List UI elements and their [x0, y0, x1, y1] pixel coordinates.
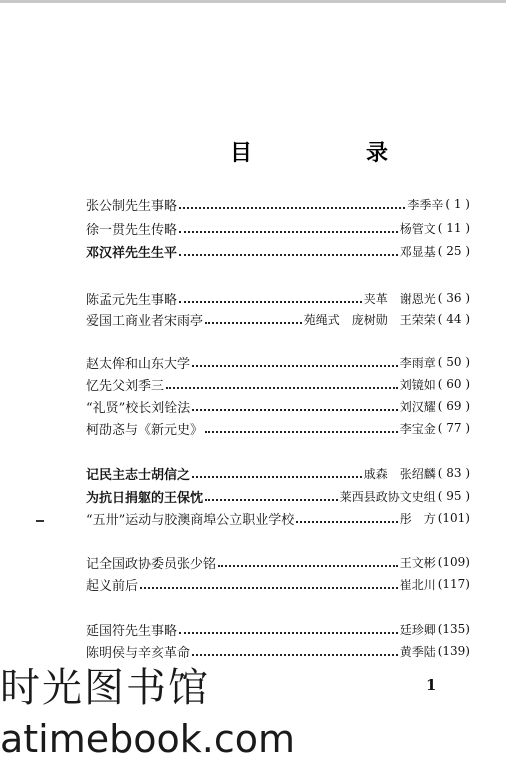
toc-entry-title: 起义前后 — [86, 578, 139, 594]
toc-entry-page: (139) — [437, 644, 470, 658]
leader-dots — [205, 495, 338, 501]
toc-entry-page: ( 1 ) — [445, 197, 470, 211]
toc-entry[interactable] — [86, 463, 470, 483]
leader-dots — [179, 227, 398, 233]
toc-entry-page: ( 36 ) — [437, 291, 470, 305]
toc-entry-page: ( 77 ) — [437, 421, 470, 435]
toc-entry-page: ( 69 ) — [437, 399, 470, 413]
toc-entry[interactable] — [86, 574, 470, 594]
toc-entry-author: 李雨章 — [399, 355, 436, 370]
toc-entry[interactable] — [86, 619, 470, 639]
toc-entry-title: “五卅”运动与胶澳商埠公立职业学校 — [86, 512, 295, 528]
leader-dots — [140, 583, 398, 589]
toc-entry[interactable] — [86, 552, 470, 572]
toc-entry-title: 记全国政协委员张少铭 — [86, 556, 217, 572]
toc-entry-title: 张公制先生事略 — [86, 198, 178, 214]
leader-dots — [179, 628, 398, 634]
toc-entry[interactable] — [86, 218, 470, 238]
toc-entry-title: 邓汉祥先生生平 — [86, 245, 178, 261]
toc-entry-author: 杨管文 — [399, 221, 436, 236]
leader-dots — [179, 250, 398, 256]
toc-entry-page: ( 25 ) — [437, 244, 470, 258]
toc-entry-author: 廷珍卿 — [399, 622, 436, 637]
toc-entry[interactable] — [86, 486, 470, 506]
scan-top-edge — [0, 0, 506, 3]
toc-entry-author: 邓显基 — [399, 244, 436, 259]
leader-dots — [205, 318, 302, 324]
leader-dots — [179, 297, 362, 303]
toc-entry[interactable] — [86, 288, 470, 308]
toc-entry[interactable] — [86, 374, 470, 394]
toc-entry-title: 记民主志士胡信之 — [86, 467, 191, 483]
toc-entry-page: ( 83 ) — [437, 466, 470, 480]
toc-entry-page: ( 11 ) — [437, 221, 470, 235]
margin-mark — [36, 520, 44, 522]
toc-entry-title: “礼贤”校长刘铨法 — [86, 400, 191, 416]
toc-entry-author: 李季辛 — [407, 197, 444, 212]
page-number: 1 — [426, 676, 437, 694]
toc-entry-page: (109) — [437, 555, 470, 569]
toc-entry-title: 为抗日捐躯的王保忱 — [86, 490, 204, 506]
toc-entry-author: 戚森 张绍麟 — [363, 466, 436, 481]
toc-entry[interactable] — [86, 352, 470, 372]
toc-entry-author: 崔北川 — [399, 577, 436, 592]
toc-entry-title: 徐一贯先生传略 — [86, 222, 178, 238]
watermark-url: atimebook.com — [0, 717, 296, 761]
toc-entry-title: 陈明侯与辛亥革命 — [86, 645, 191, 661]
toc-entry-title: 忆先父刘季三 — [86, 378, 165, 394]
toc-entry[interactable] — [86, 508, 470, 528]
toc-entry-author: 莱西县政协文史组 — [339, 489, 436, 504]
toc-entry-title: 赵太侔和山东大学 — [86, 356, 191, 372]
watermark-title: 时光图书馆 — [0, 665, 210, 711]
toc-entry-page: ( 50 ) — [437, 355, 470, 369]
leader-dots — [218, 561, 398, 567]
leader-dots — [166, 383, 398, 389]
toc-entry-page: ( 60 ) — [437, 377, 470, 391]
toc-entry-author: 李宝金 — [399, 421, 436, 436]
leader-dots — [192, 472, 362, 478]
toc-entry-page: (117) — [437, 577, 470, 591]
toc-entry[interactable] — [86, 641, 470, 661]
toc-entry[interactable] — [86, 309, 470, 329]
toc-entry-author: 刘汉耀 — [399, 399, 436, 414]
toc-entry-title: 陈孟元先生事略 — [86, 292, 178, 308]
toc-entry-author: 苑绳式 庞树勋 王荣荣 — [303, 312, 436, 327]
toc-entry-title: 延国符先生事略 — [86, 623, 178, 639]
leader-dots — [179, 203, 405, 209]
toc-entry-author: 王文彬 — [399, 555, 436, 570]
leader-dots — [192, 650, 398, 656]
toc-entry-author: 刘镜如 — [399, 377, 436, 392]
toc-entry-author: 彤 方 — [399, 511, 436, 526]
toc-entry-title: 柯劭忞与《新元史》 — [86, 422, 204, 438]
toc-entry[interactable] — [86, 396, 470, 416]
toc-entry-page: (135) — [437, 622, 470, 636]
toc-entry[interactable] — [86, 241, 470, 261]
toc-entry-page: (101) — [437, 511, 470, 525]
toc-entry[interactable] — [86, 418, 470, 438]
leader-dots — [296, 517, 397, 523]
toc-entry[interactable] — [86, 194, 470, 214]
toc-entry-author: 夹革 谢恩光 — [363, 291, 436, 306]
leader-dots — [192, 405, 397, 411]
leader-dots — [192, 361, 398, 367]
toc-entry-page: ( 95 ) — [437, 489, 470, 503]
toc-entry-author: 黄季陆 — [399, 644, 436, 659]
toc-entry-title: 爱国工商业者宋雨亭 — [86, 313, 204, 329]
toc-entry-page: ( 44 ) — [437, 312, 470, 326]
page-title: 目 录 — [230, 141, 435, 166]
leader-dots — [205, 427, 398, 433]
